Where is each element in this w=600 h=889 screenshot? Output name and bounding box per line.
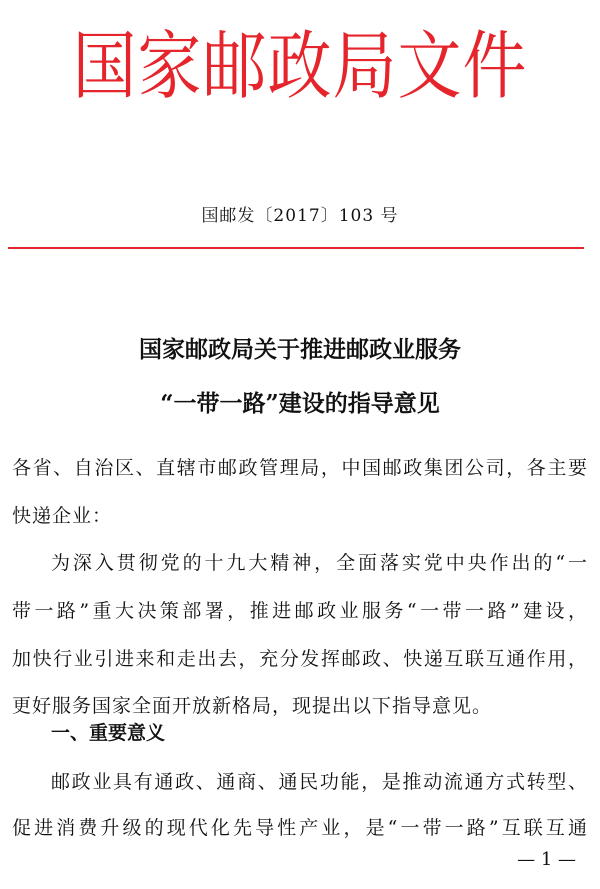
paragraph-1-line-3: 加快行业引进来和走出去，充分发挥邮政、快递互联互通作用，: [12, 648, 588, 670]
page-number: — 1 —: [517, 849, 576, 870]
paragraph-2-line-1: 邮政业具有通政、通商、通民功能，是推动流通方式转型、: [51, 771, 588, 793]
document-title-line-1: 国家邮政局关于推进邮政业服务: [139, 336, 461, 363]
paragraph-1-line-2: 带一路”重大决策部署，推进邮政业服务“一带一路”建设，: [12, 600, 588, 622]
document-title-line-2: “一带一路”建设的指导意见: [160, 390, 440, 417]
paragraph-1-line-4: 更好服务国家全面开放新格局，现提出以下指导意见。: [12, 695, 493, 717]
salutation-line-1: 各省、自治区、直辖市邮政管理局，中国邮政集团公司，各主要: [12, 457, 588, 479]
paragraph-2-line-2: 促进消费升级的现代化先导性产业，是“一带一路”互联互通: [12, 817, 588, 839]
salutation-line-2: 快递企业：: [12, 505, 113, 527]
document-masthead: 国家邮政局文件: [72, 24, 528, 111]
red-divider-line: [8, 247, 584, 249]
document-number: 国邮发〔2017〕103 号: [201, 206, 399, 226]
section-1-heading: 一、重要意义: [51, 722, 166, 744]
paragraph-1-line-1: 为深入贯彻党的十九大精神，全面落实党中央作出的“一: [51, 552, 588, 574]
